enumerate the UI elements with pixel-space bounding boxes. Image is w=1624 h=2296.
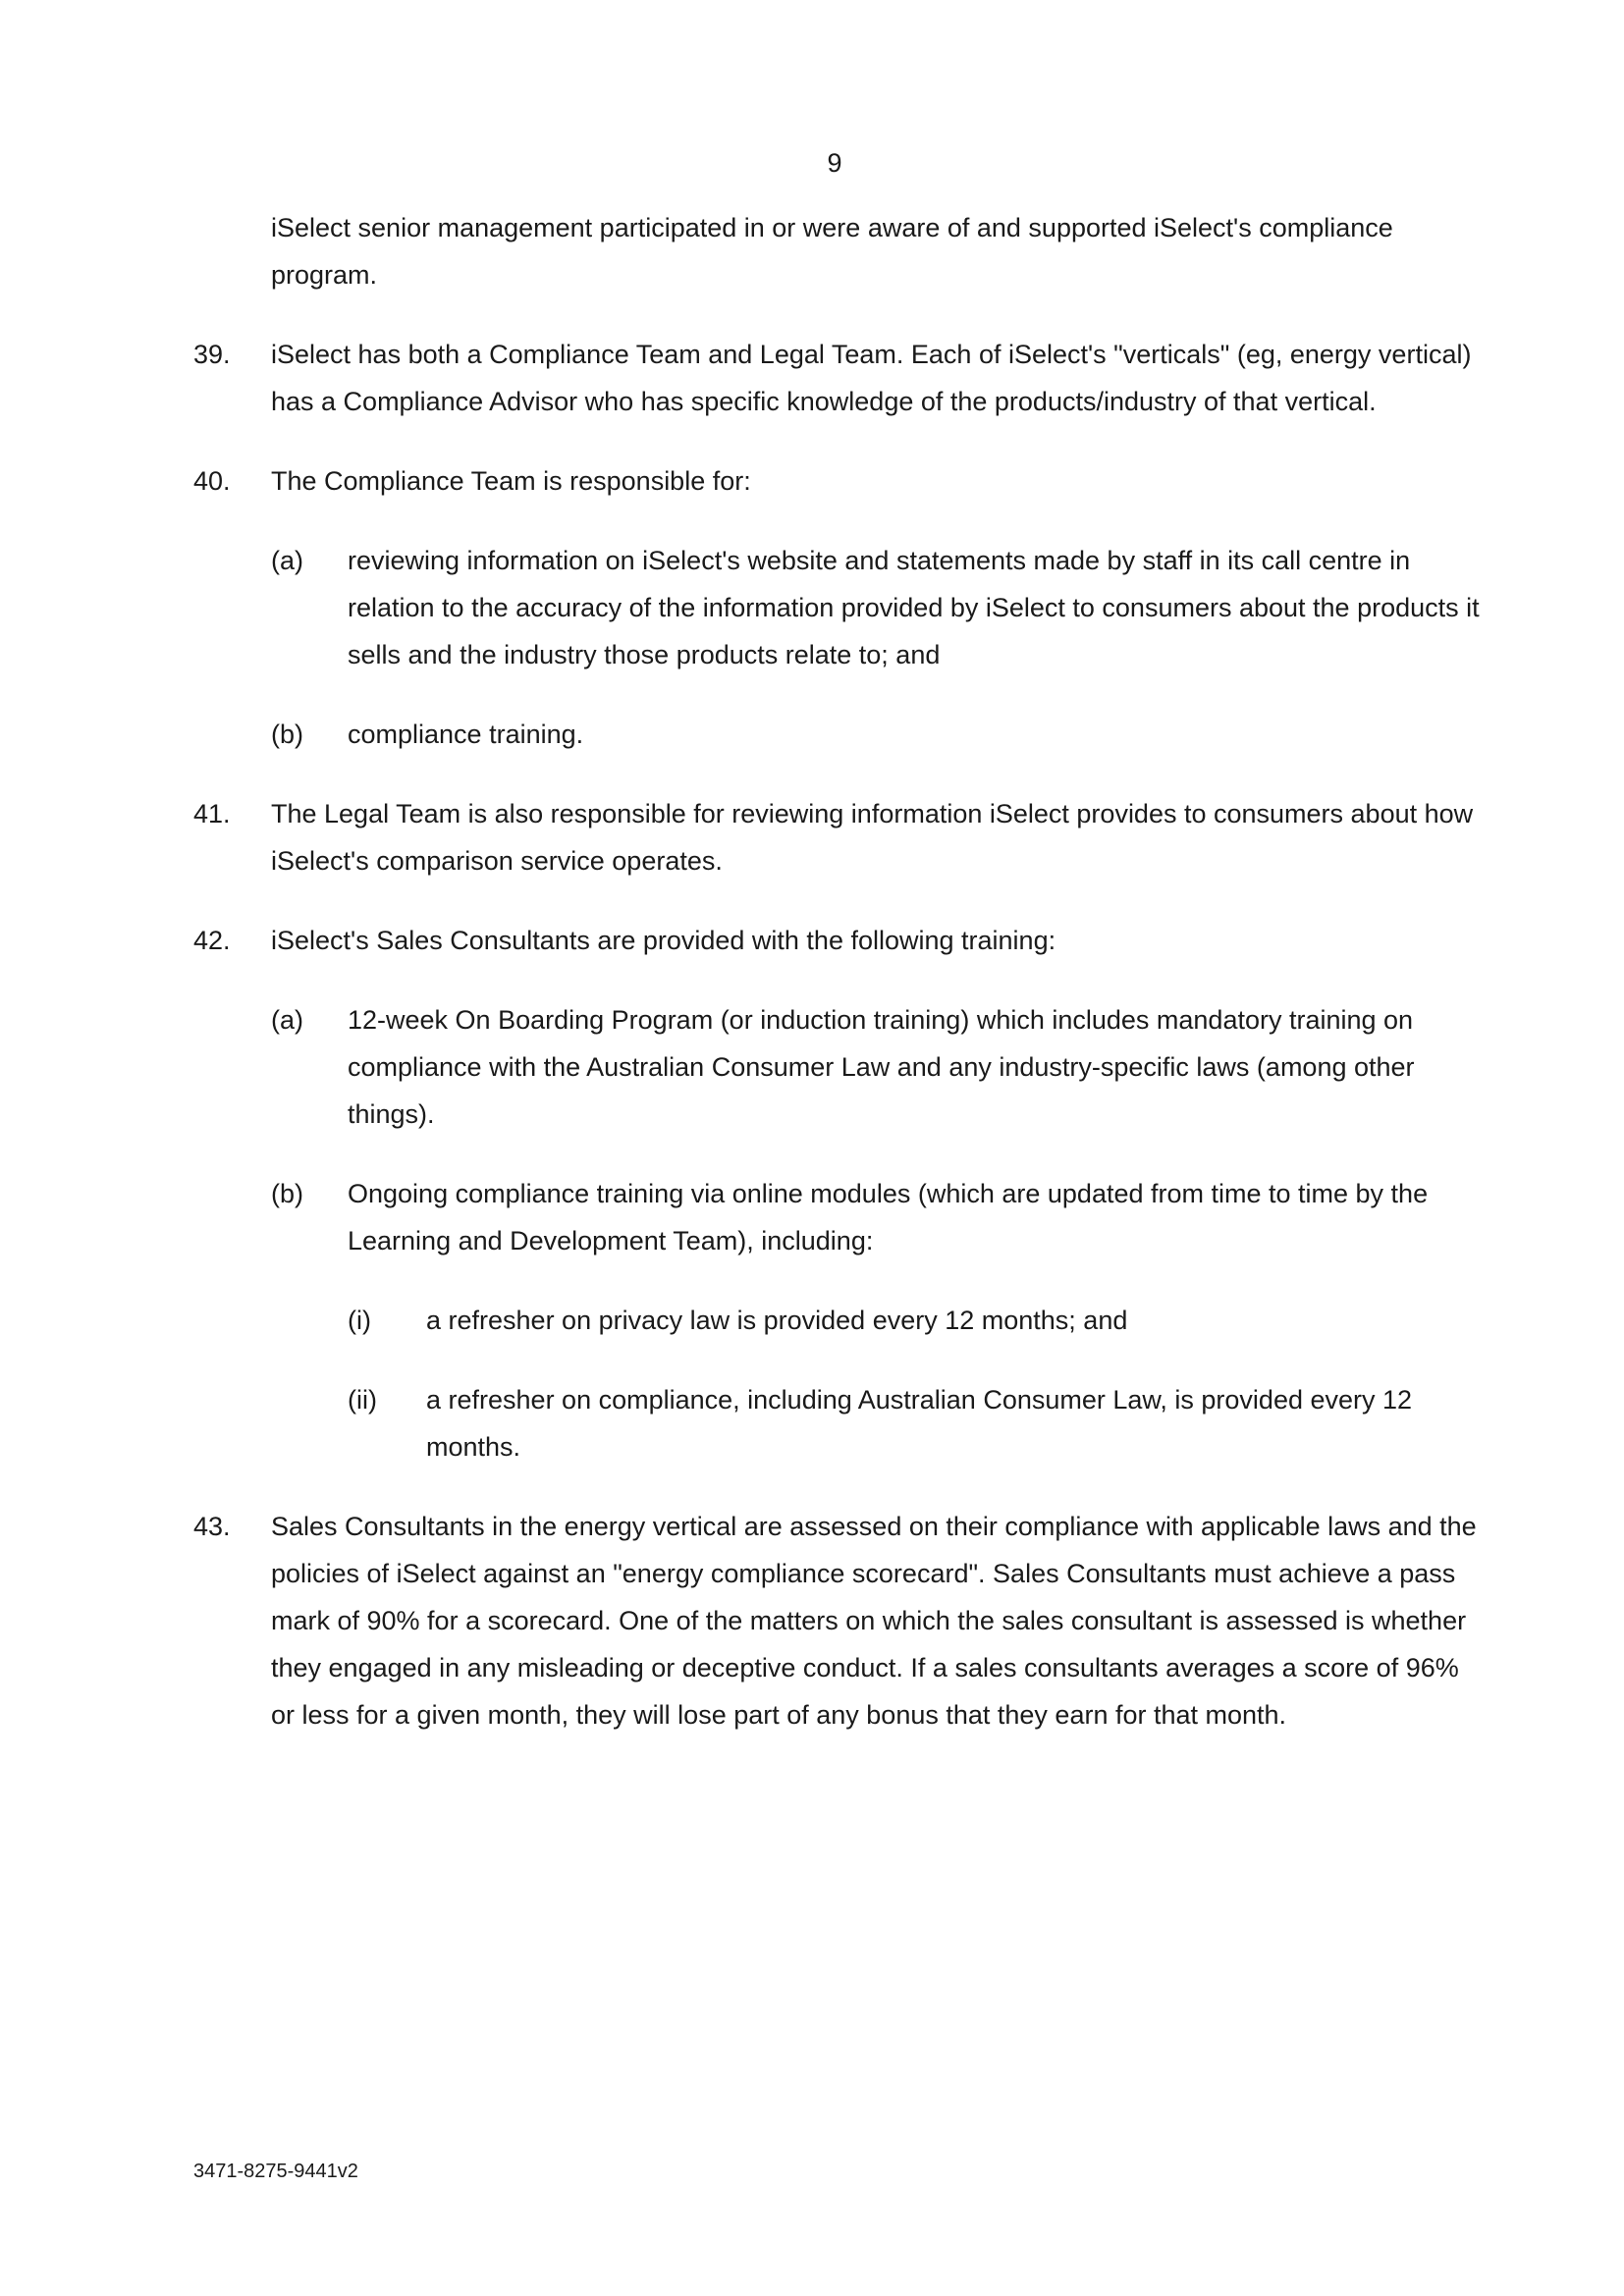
item-label: (b): [271, 720, 303, 749]
paragraph-42-item-b-subitem-i: [193, 1297, 1489, 1344]
paragraph-42-item-b-subitem-ii: [193, 1376, 1489, 1470]
subitem-text: a refresher on compliance, including Australian Consumer Law, is provided every 12 months.: [426, 1385, 1413, 1462]
paragraph-text: iSelect's Sales Consultants are provided with the following training:: [271, 926, 1056, 955]
subitem-text: a refresher on privacy law is provided every 12 months; and: [426, 1306, 1128, 1335]
page-number: 9: [827, 148, 842, 178]
paragraph-42-item-a: [193, 996, 1489, 1138]
document-id-footer: 3471-8275-9441v2: [193, 2161, 358, 2182]
item-text: 12-week On Boarding Program (or induction training) which includes mandatory training on compliance with the Australian Consumer Law and any industry-specific laws (among other things).: [348, 1005, 1415, 1129]
paragraph-42-item-b: [193, 1170, 1489, 1264]
item-label: (a): [271, 546, 303, 575]
document-body: [193, 204, 1489, 1771]
subitem-label: (ii): [348, 1385, 377, 1415]
subitem-label: (i): [348, 1306, 371, 1335]
item-label: (b): [271, 1179, 303, 1208]
paragraph-number: 39.: [193, 340, 231, 369]
paragraph-text: Sales Consultants in the energy vertical are assessed on their compliance with applicable laws and the policies of iSelect against an "energy compliance scorecard". Sales Consultants must achieve a pass mark of 90% for a scorecard. One of the matters on which the sales consultant is assessed is whether they engaged in any misleading or deceptive conduct. If a sales consultants averages a score of 96% or less for a given month, they will lose part of any bonus that they earn for that month.: [271, 1512, 1477, 1730]
paragraph-text: iSelect senior management participated in or were aware of and supported iSelect's compliance program.: [271, 213, 1393, 290]
paragraph-number: 42.: [193, 926, 231, 955]
paragraph-number: 41.: [193, 799, 231, 828]
intro-paragraph: [193, 204, 1489, 298]
paragraph-43: [193, 1503, 1489, 1738]
paragraph-text: iSelect has both a Compliance Team and Legal Team. Each of iSelect's "verticals" (eg, energy vertical) has a Compliance Advisor who has specific knowledge of the products/industry of that vertical.: [271, 340, 1472, 416]
paragraph-41: [193, 790, 1489, 884]
paragraph-40: [193, 457, 1489, 505]
paragraph-number: 43.: [193, 1512, 231, 1541]
paragraph-text: The Legal Team is also responsible for reviewing information iSelect provides to consumers about how iSelect's comparison service operates.: [271, 799, 1474, 876]
paragraph-42: [193, 917, 1489, 964]
paragraph-39: [193, 331, 1489, 425]
paragraph-number: 40.: [193, 466, 231, 496]
item-text: compliance training.: [348, 720, 584, 749]
paragraph-40-item-a: [193, 537, 1489, 678]
paragraph-40-item-b: [193, 711, 1489, 758]
item-text: Ongoing compliance training via online modules (which are updated from time to time by the Learning and Development Team), including:: [348, 1179, 1429, 1255]
item-label: (a): [271, 1005, 303, 1035]
paragraph-text: The Compliance Team is responsible for:: [271, 466, 751, 496]
item-text: reviewing information on iSelect's website and statements made by staff in its call centre in relation to the accuracy of the information provided by iSelect to consumers about the products it sells and the industry those products relate to; and: [348, 546, 1480, 669]
